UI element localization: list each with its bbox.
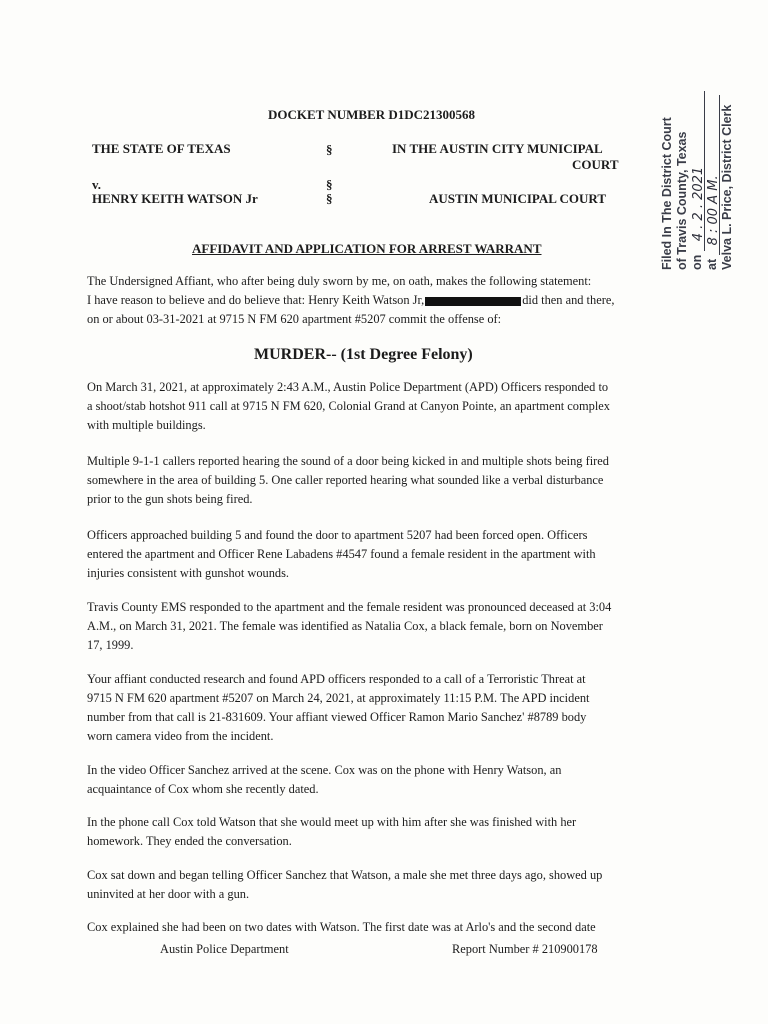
section-symbol: § — [326, 177, 333, 192]
paragraph-line: In the phone call Cox told Watson that she would meet up with him after she was finished with her — [87, 815, 577, 829]
paragraph-line: acquaintance of Cox whom she recently dated. — [87, 782, 319, 796]
section-symbol: § — [326, 142, 333, 157]
body-paragraph — [87, 526, 687, 583]
document-title: AFFIDAVIT AND APPLICATION FOR ARREST WARRANT — [192, 241, 542, 256]
stamp-date-field — [691, 91, 705, 251]
body-paragraph — [87, 866, 687, 904]
paragraph-line: with multiple buildings. — [87, 418, 206, 432]
section-symbol: § — [326, 191, 333, 206]
caption-plaintiff: THE STATE OF TEXAS — [92, 141, 231, 156]
paragraph-line: Cox sat down and began telling Officer Sanchez that Watson, a male she met three days ago, showed up — [87, 868, 603, 882]
stamp-at-label: at — [705, 258, 719, 270]
paragraph-line: injuries consistent with gunshot wounds. — [87, 566, 290, 580]
paragraph-line: Officers approached building 5 and found the door to apartment 5207 had been forced open. Officers — [87, 528, 588, 542]
stamp-clerk: Velva L. Price, District Clerk — [720, 104, 734, 270]
paragraph-line: homework. They ended the conversation. — [87, 834, 292, 848]
stamp-date-line — [690, 60, 705, 270]
intro-text: did then and there, — [522, 293, 615, 307]
intro-line — [87, 291, 687, 310]
filing-stamp-text — [660, 60, 735, 270]
caption-court-line1: IN THE AUSTIN CITY MUNICIPAL — [392, 141, 603, 156]
paragraph-line: 9715 N FM 620 apartment #5207 on March 24, 2021, at approximately 11:15 P.M. The APD incident — [87, 691, 590, 705]
intro-line: on or about 03-31-2021 at 9715 N FM 620 apartment #5207 commit the offense of: — [87, 312, 502, 326]
stamp-time-field — [706, 95, 720, 255]
paragraph-line: number from that call is 21-831609. Your affiant viewed Officer Ramon Mario Sanchez' #8789 body — [87, 710, 587, 724]
caption-court-name: AUSTIN MUNICIPAL COURT — [429, 191, 606, 206]
body-paragraph — [87, 813, 687, 851]
intro-text: I have reason to believe and do believe that: Henry Keith Watson Jr, — [87, 293, 425, 307]
stamp-date-handwriting: 4 . 2 . 2021 — [691, 166, 706, 242]
paragraph-line: In the video Officer Sanchez arrived at the scene. Cox was on the phone with Henry Watson, an — [87, 763, 562, 777]
stamp-line: of Travis County, Texas — [675, 131, 689, 270]
paragraph-line: uninvited at her door with a gun. — [87, 887, 250, 901]
stamp-time-line — [705, 60, 720, 270]
stamp-on-label: on — [690, 254, 704, 270]
intro-paragraph — [87, 272, 687, 329]
stamp-line: Filed In The District Court — [660, 117, 674, 270]
docket-number: DOCKET NUMBER D1DC21300568 — [268, 107, 476, 122]
paragraph-line: A.M., on March 31, 2021. The female was identified as Natalia Cox, a black female, born on November — [87, 619, 603, 633]
paragraph-line: 17, 1999. — [87, 638, 134, 652]
body-paragraph — [87, 598, 687, 655]
intro-line: The Undersigned Affiant, who after being duly sworn by me, on oath, makes the following statement: — [87, 274, 592, 288]
paragraph-line: On March 31, 2021, at approximately 2:43 A.M., Austin Police Department (APD) Officers responded to — [87, 380, 609, 394]
filing-stamp — [660, 60, 768, 290]
caption-court-line2: COURT — [572, 157, 619, 172]
paragraph-line: Cox explained she had been on two dates with Watson. The first date was at Arlo's and the second date — [87, 920, 596, 934]
caption-versus: v. — [92, 177, 102, 192]
body-paragraph — [87, 452, 687, 509]
footer-department: Austin Police Department — [160, 942, 289, 956]
paragraph-line: Multiple 9-1-1 callers reported hearing the sound of a door being kicked in and multiple shots being fired — [87, 454, 609, 468]
paragraph-line: somewhere in the area of building 5. One caller reported hearing what sounded like a verbal disturbance — [87, 473, 604, 487]
body-paragraph — [87, 761, 687, 799]
paragraph-line: prior to the gun shots being fired. — [87, 492, 253, 506]
body-paragraph — [87, 918, 687, 937]
paragraph-line: Travis County EMS responded to the apartment and the female resident was pronounced deceased at 3:04 — [87, 600, 612, 614]
paragraph-line: Your affiant conducted research and found APD officers responded to a call of a Terroristic Threat at — [87, 672, 586, 686]
paragraph-line: worn camera video from the incident. — [87, 729, 274, 743]
caption-defendant: HENRY KEITH WATSON Jr — [92, 191, 258, 206]
body-paragraph — [87, 670, 687, 746]
body-paragraph — [87, 378, 687, 435]
redaction-bar — [425, 297, 521, 306]
paragraph-line: entered the apartment and Officer Rene Labadens #4547 found a female resident in the apartment with — [87, 547, 596, 561]
offense-heading: MURDER-- (1st Degree Felony) — [254, 346, 473, 363]
paragraph-line: a shoot/stab hotshot 911 call at 9715 N FM 620, Colonial Grand at Canyon Pointe, an apartment complex — [87, 399, 610, 413]
stamp-time-handwriting: 8 : 00 A M. — [706, 175, 721, 246]
footer-report-number: Report Number # 210900178 — [452, 942, 598, 956]
